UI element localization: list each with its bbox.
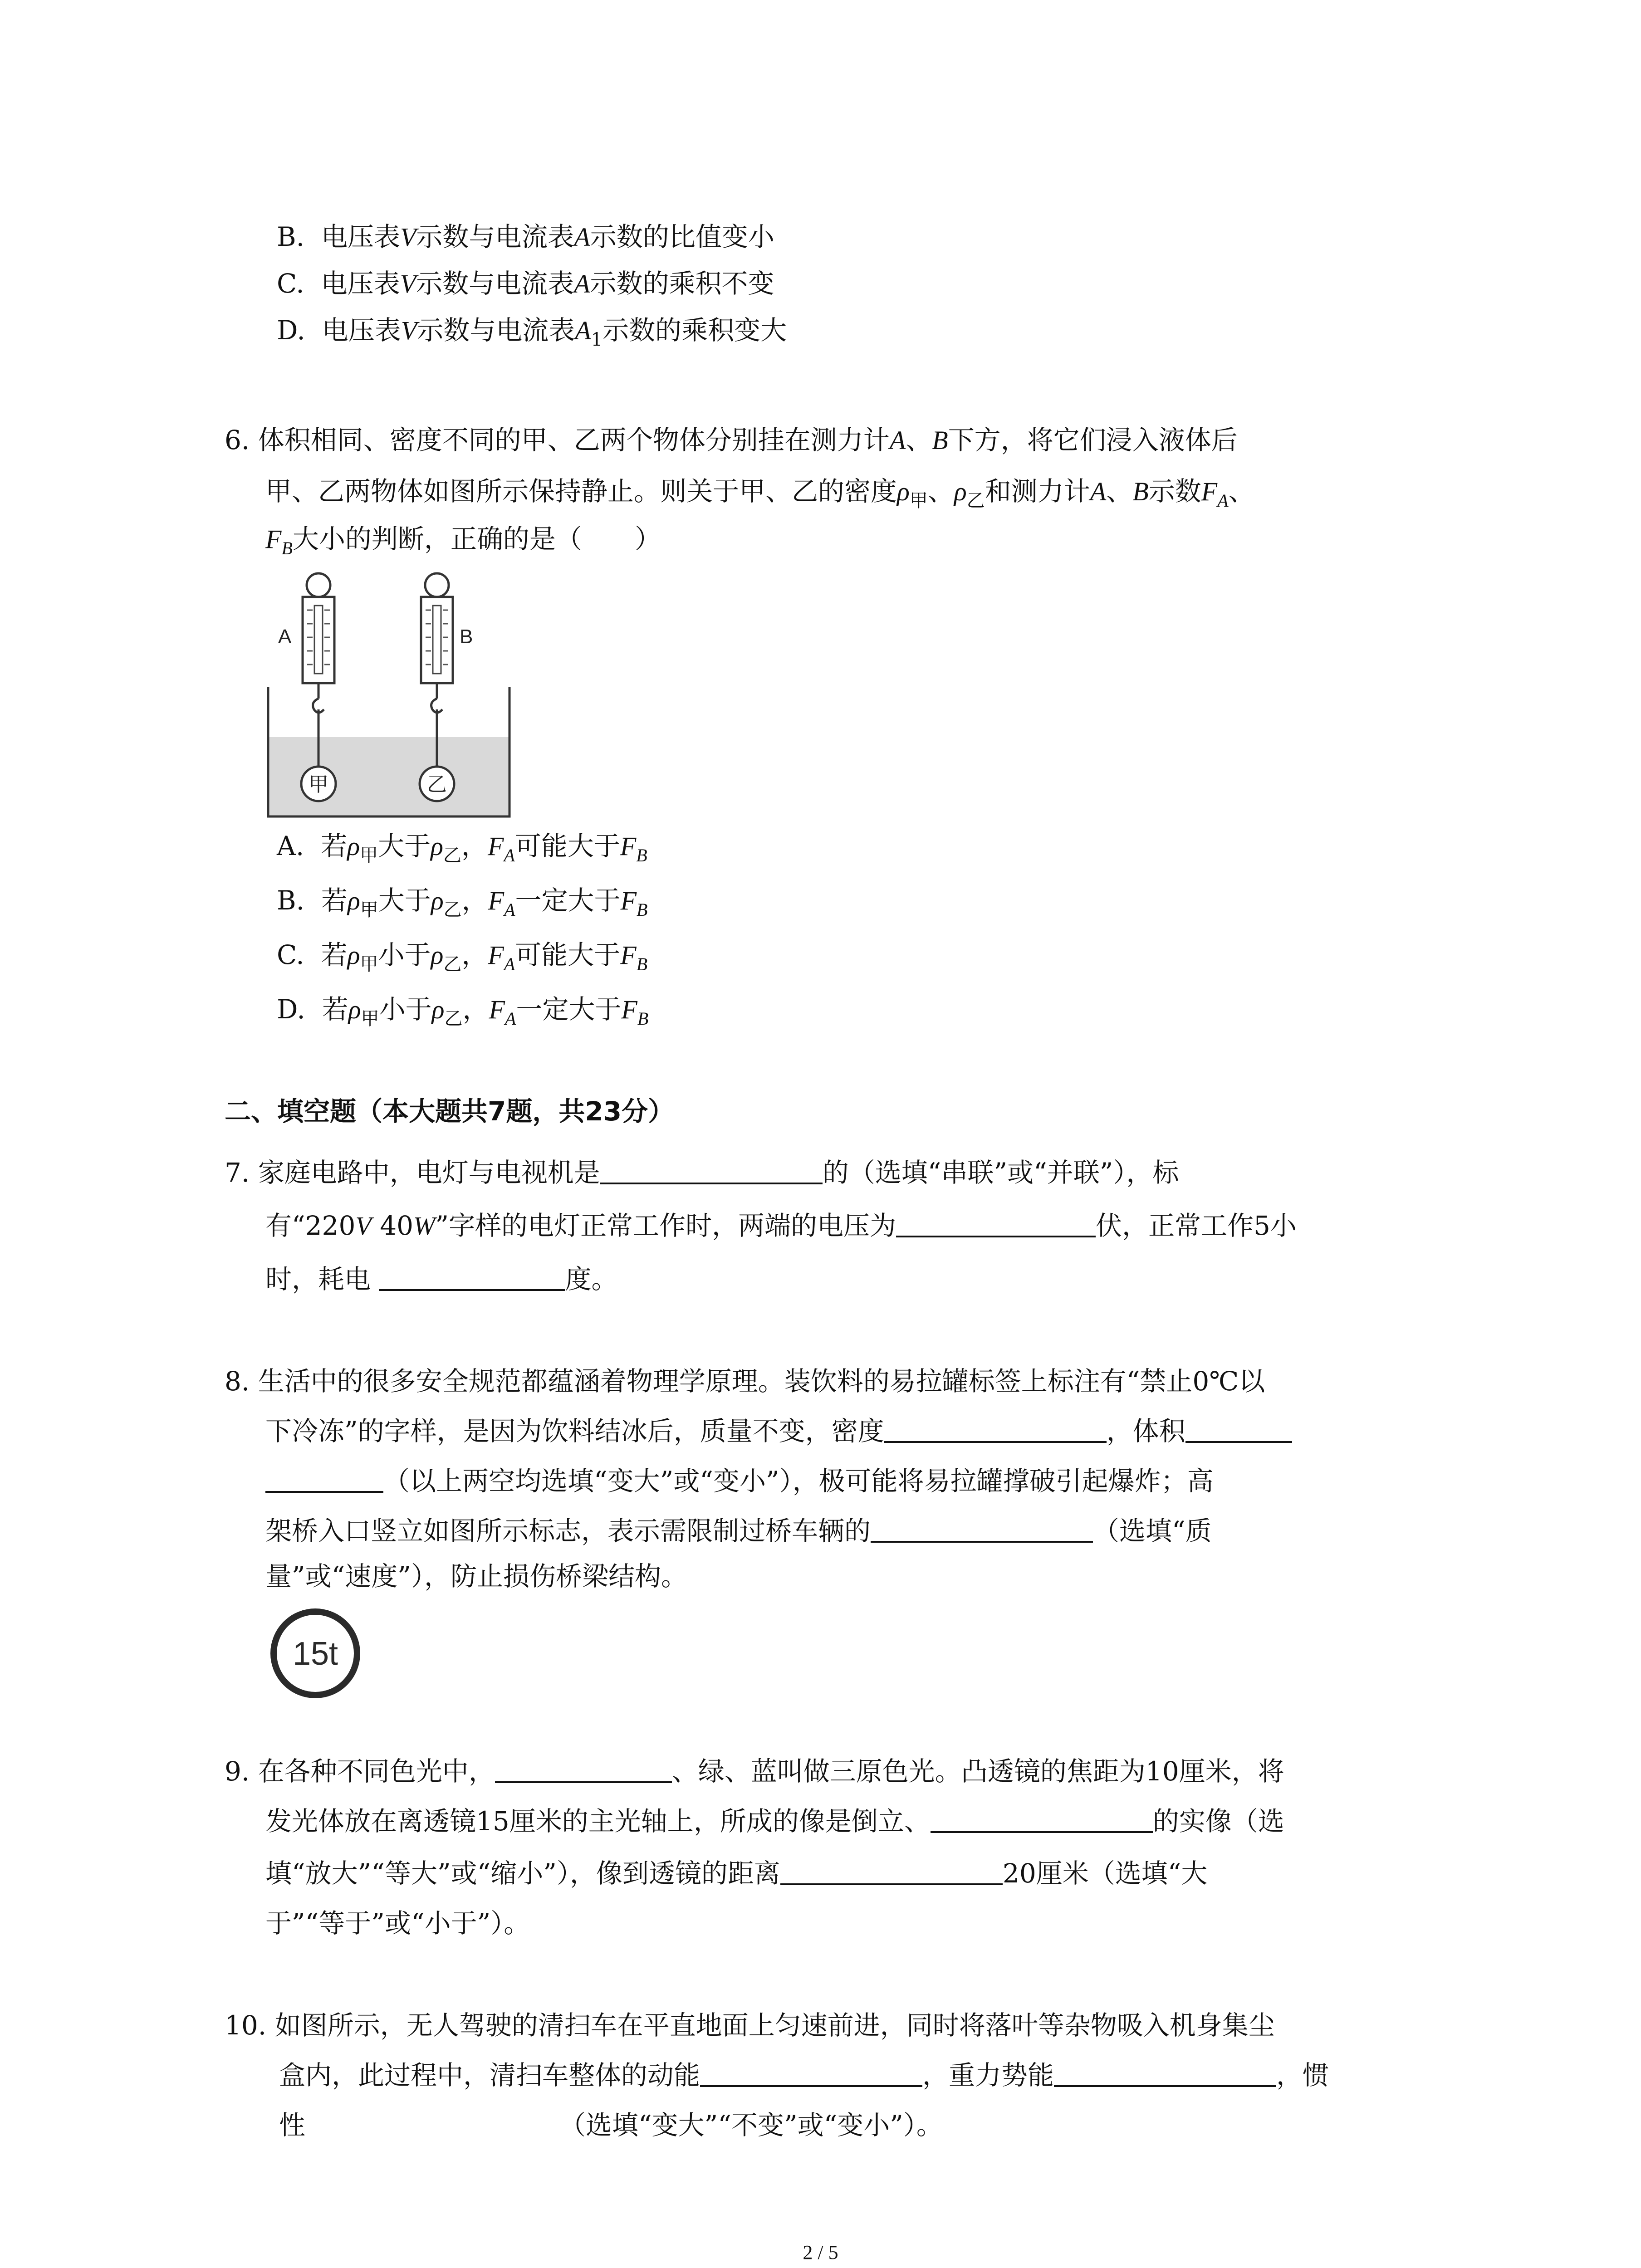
q9-blank-2[interactable] [931, 1808, 1153, 1833]
spring-scale-figure [265, 567, 519, 821]
q9-line-3: 填“放大”“等大”或“缩小”），像到透镜的距离 20厘米（选填“大 [265, 1858, 1208, 1889]
q9-line-1: 9. 在各种不同色光中， 、绿、蓝叫做三原色光。凸透镜的焦距为10厘米，将 [225, 1756, 1284, 1787]
q8-blank-3[interactable] [871, 1517, 1093, 1543]
q6-option-b: B. 若$\rho_甲$大于$\rho_乙$，$F_A$一定大于$F_B$ [277, 885, 648, 920]
q8-line-1: 8. 生活中的很多安全规范都蕴涵着物理学原理。装饮料的易拉罐标签上标注有“禁止0℃以 [225, 1366, 1265, 1397]
q10-line-2: 盒内，此过程中，清扫车整体的动能 ，重力势能 ，惯 [279, 2060, 1329, 2091]
q7-line-3: 时，耗电 度。 [265, 1264, 618, 1295]
scale-b-label: B [460, 626, 473, 648]
q6-line-2: 甲、乙两物体如图所示保持静止。则关于甲、乙的密度$\rho_甲$、$\rho_乙$和测力计A、B示数$F_A$、 [265, 476, 1255, 511]
q9-line-2: 发光体放在离透镜15厘米的主光轴上，所成的像是倒立、 的实像（选 [265, 1806, 1284, 1837]
scale-a-label: A [278, 626, 292, 648]
q9-line-4: 于”“等于”或“小于”）。 [265, 1908, 530, 1939]
q9-blank-3[interactable] [780, 1860, 1003, 1885]
q9-blank-1[interactable] [495, 1758, 672, 1783]
section-heading: 二、填空题（本大题共7题，共23分） [225, 1096, 675, 1127]
q7-line-2: 有“220V 40W”字样的电灯正常工作时，两端的电压为 伏，正常工作5小 [265, 1210, 1297, 1241]
q6-line-1: 6. 体积相同、密度不同的甲、乙两个物体分别挂在测力计A、B下方，将它们浸入液体后 [225, 425, 1238, 455]
q6-line-3: $F_B$大小的判断，正确的是（ ） [265, 523, 661, 558]
q8-line-4: 架桥入口竖立如图所示标志，表示需限制过桥车辆的 （选填“质 [265, 1515, 1212, 1546]
q6-option-a: A. 若$\rho_甲$大于$\rho_乙$，$F_A$可能大于$F_B$ [277, 831, 647, 866]
q10-blank-1[interactable] [700, 2062, 922, 2087]
q8-blank-1[interactable] [884, 1418, 1107, 1443]
q8-line-2: 下冷冻”的字样，是因为饮料结冰后，质量不变，密度 ，体积 [265, 1415, 1292, 1447]
q8-line-5: 量”或“速度”），防止损伤桥梁结构。 [265, 1561, 687, 1592]
q5-option-c: C. 电压表V示数与电流表A示数的乘积不变 [277, 268, 774, 299]
q10-line-1: 10. 如图所示，无人驾驶的清扫车在平直地面上匀速前进，同时将落叶等杂物吸入机身集尘 [225, 2010, 1275, 2041]
q8-blank-2b[interactable] [265, 1467, 383, 1493]
q5-option-d: D. 电压表V示数与电流表$A_1$示数的乘积变大 [277, 315, 787, 350]
q8-blank-2a[interactable] [1185, 1418, 1292, 1443]
q8-line-3: （以上两空均选填“变大”或“变小”），极可能将易拉罐撑破引起爆炸；高 [265, 1465, 1214, 1497]
q7-blank-3[interactable] [379, 1266, 565, 1291]
q10-blank-3[interactable] [305, 2111, 559, 2134]
object-jia-label: 甲 [309, 773, 328, 796]
object-yi-label: 乙 [427, 773, 447, 796]
q6-option-c: C. 若$\rho_甲$小于$\rho_乙$，$F_A$可能大于$F_B$ [277, 939, 648, 975]
q6-option-d: D. 若$\rho_甲$小于$\rho_乙$，$F_A$一定大于$F_B$ [277, 994, 649, 1029]
weight-limit-text: 15t [292, 1636, 338, 1672]
weight-limit-sign [268, 1606, 363, 1701]
q10-line-3: 性 （选填“变大”“不变”或“变小”）。 [279, 2110, 943, 2141]
q5-option-b: B. 电压表V示数与电流表A示数的比值变小 [277, 221, 774, 252]
q7-blank-1[interactable] [600, 1159, 823, 1184]
q7-line-1: 7. 家庭电路中，电灯与电视机是 的（选填“串联”或“并联”），标 [225, 1157, 1179, 1188]
q7-blank-2[interactable] [896, 1212, 1096, 1237]
q10-blank-2[interactable] [1054, 2062, 1276, 2087]
page-number: 2 / 5 [803, 2241, 838, 2263]
